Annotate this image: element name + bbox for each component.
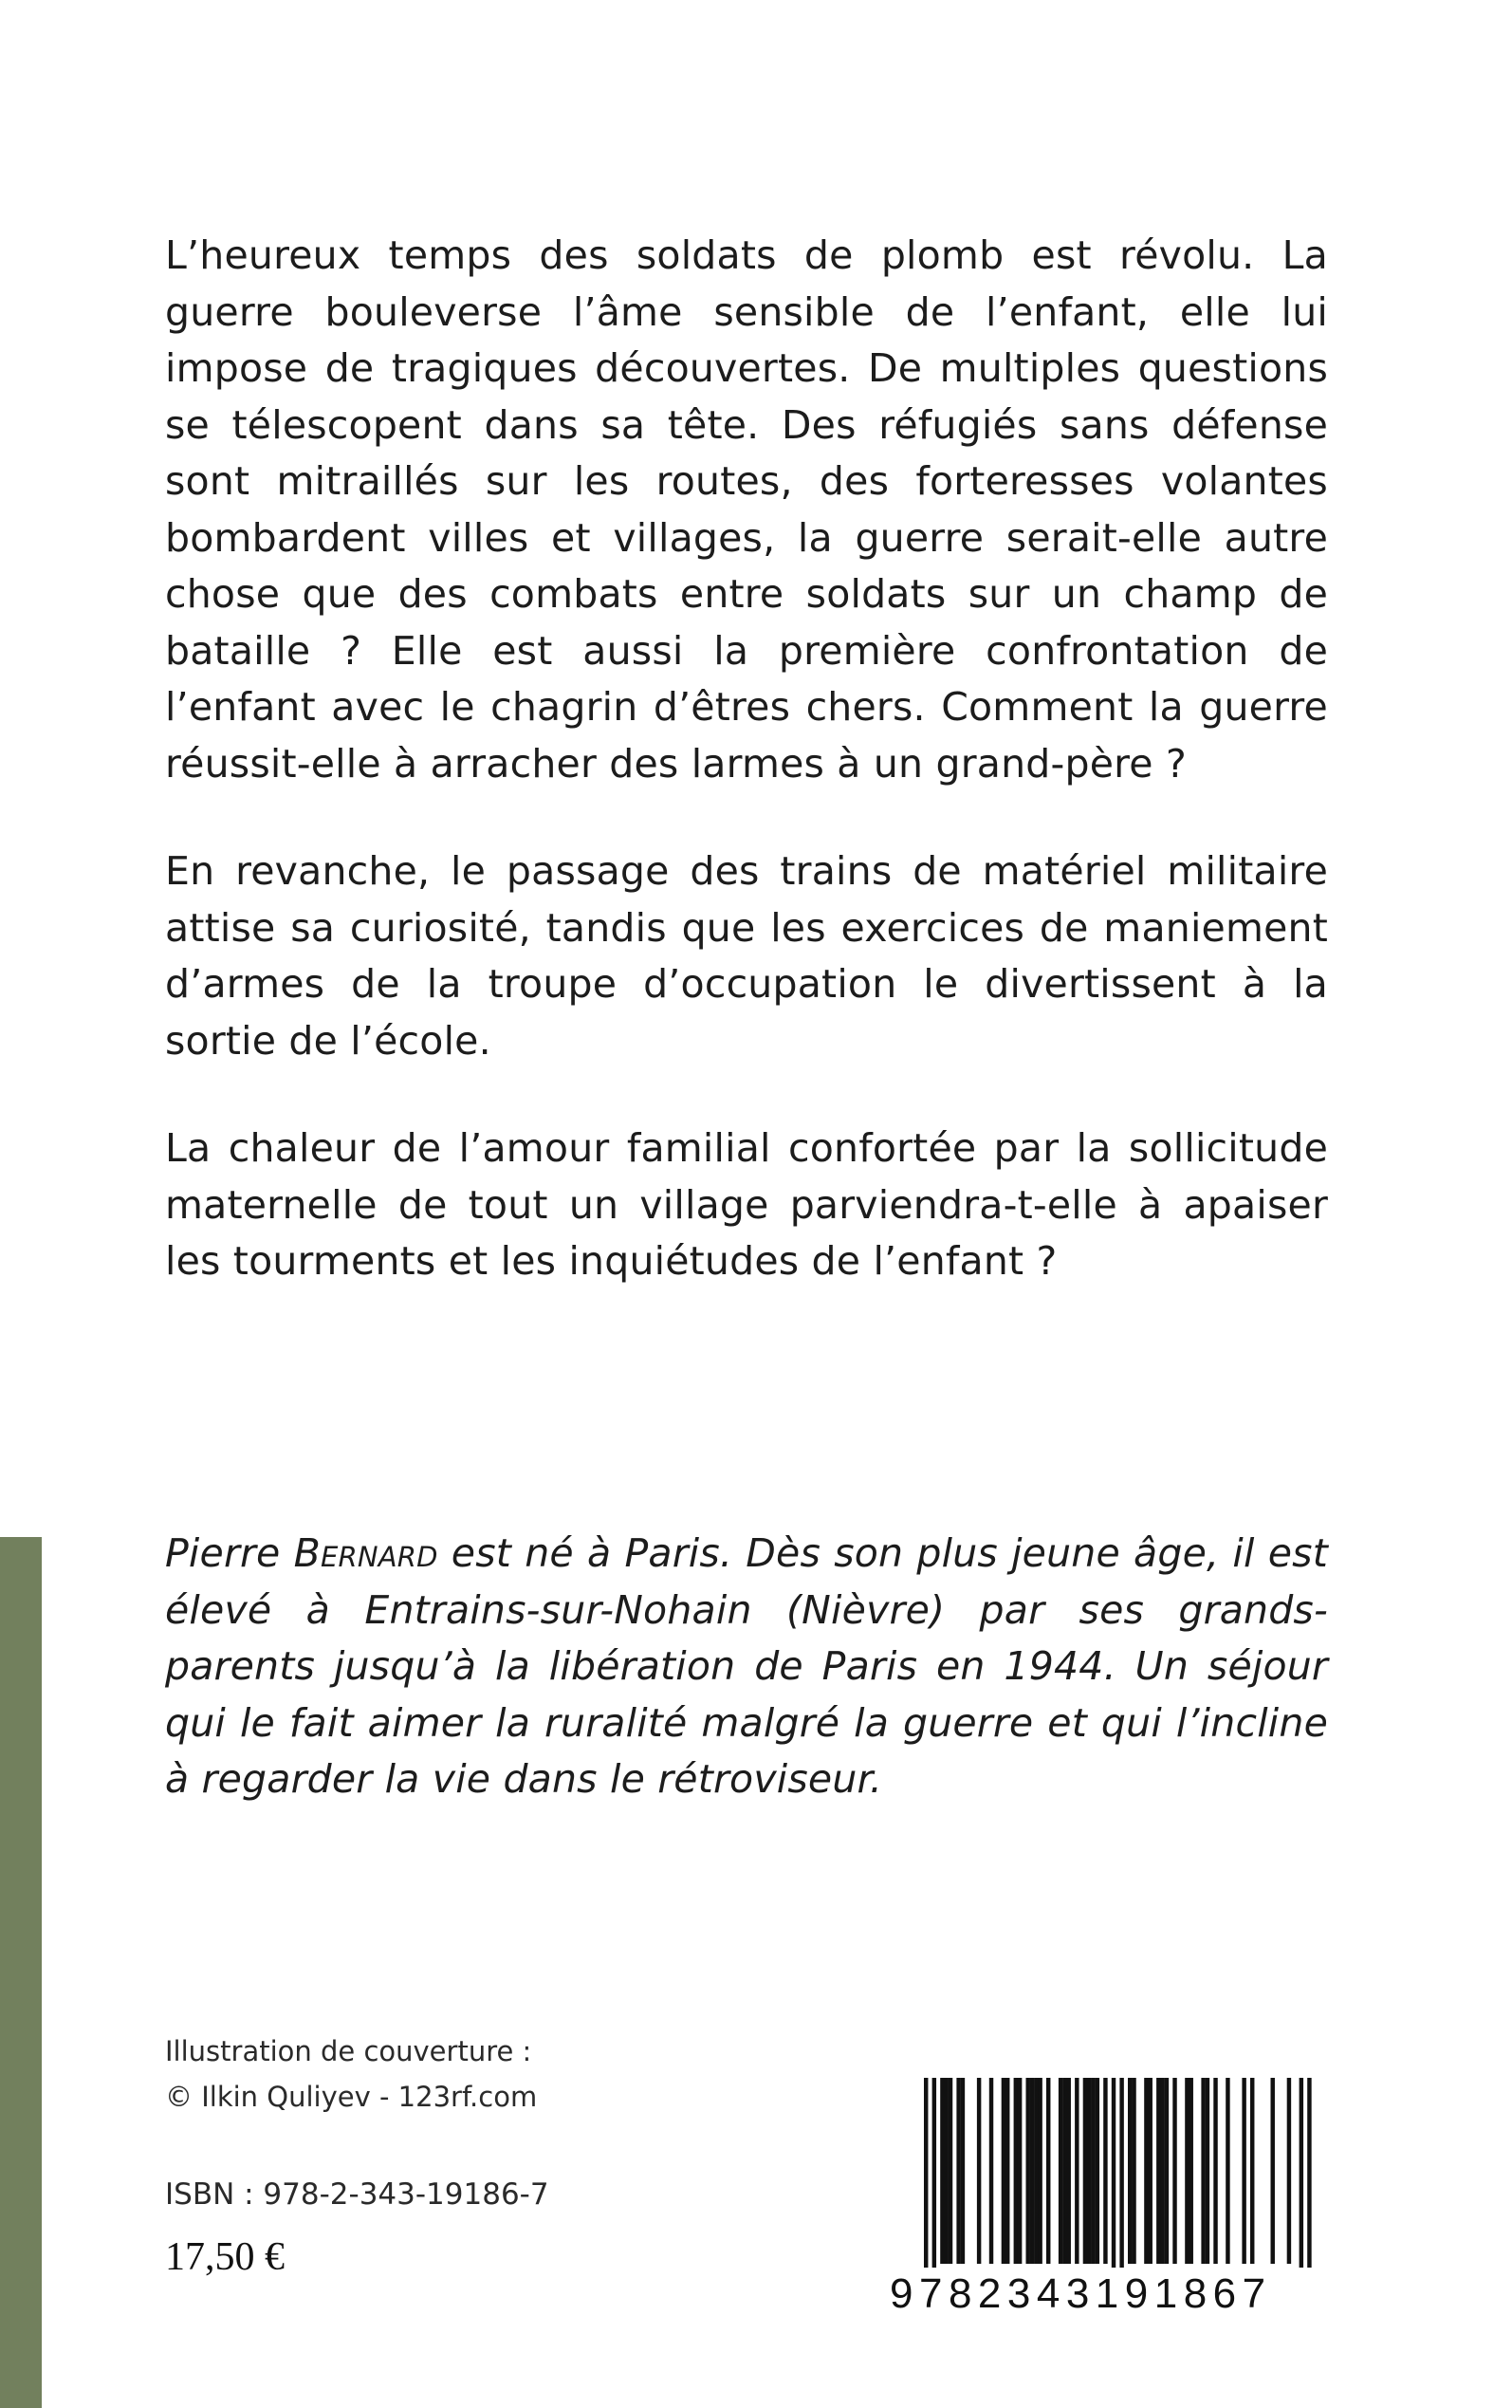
barcode-bar — [1156, 2078, 1160, 2264]
ean-barcode — [890, 2078, 1355, 2325]
barcode-bar — [1271, 2078, 1275, 2264]
barcode-bar — [932, 2078, 936, 2268]
barcode-bar — [1002, 2078, 1005, 2264]
barcode-digits: 9782343191867 — [890, 2270, 1272, 2317]
barcode-bar — [1026, 2078, 1030, 2264]
barcode-bar — [989, 2078, 993, 2264]
barcode-bar — [924, 2078, 928, 2268]
barcode-bar — [1128, 2078, 1132, 2264]
barcode-bar — [1034, 2078, 1038, 2264]
cover-illustration-credit — [165, 2028, 537, 2120]
barcode-bar — [1132, 2078, 1135, 2264]
barcode-bar — [1172, 2078, 1176, 2264]
barcode-bar — [1300, 2078, 1303, 2268]
barcode-bar — [1307, 2078, 1311, 2268]
barcode-bar — [945, 2078, 949, 2264]
barcode-bar — [1046, 2078, 1050, 2264]
barcode-bar — [977, 2078, 981, 2264]
barcode-bar — [949, 2078, 952, 2264]
barcode-bar — [1075, 2078, 1079, 2264]
isbn-number: ISBN : 978-2-343-19186-7 — [165, 2177, 549, 2212]
barcode-bar — [1030, 2078, 1034, 2264]
barcode-bar — [1103, 2078, 1107, 2264]
barcode-bar — [1059, 2078, 1062, 2264]
barcode-bar — [1226, 2078, 1229, 2264]
barcode-bar — [1144, 2078, 1148, 2264]
price: 17,50 € — [165, 2235, 285, 2279]
blurb-paragraph-2: En revanche, le passage des trains de matériel militaire attise sa curiosité, tandis que les exercices de maniement d’armes de la troupe d’occupation le divertissent à la sortie de l’école. — [165, 848, 1328, 1064]
barcode-bar — [1014, 2078, 1018, 2264]
barcode-bar — [1062, 2078, 1066, 2264]
illustration-credit: © Ilkin Quliyev - 123rf.com — [165, 2081, 538, 2113]
author-bio — [165, 1526, 1328, 1808]
barcode-bar — [1005, 2078, 1009, 2264]
barcode-bar — [1096, 2078, 1099, 2264]
barcode-bars-icon — [890, 2078, 1355, 2268]
barcode-bar — [1242, 2078, 1245, 2264]
spine-color-band — [0, 1537, 42, 2408]
barcode-bar — [1067, 2078, 1071, 2264]
barcode-bar — [1018, 2078, 1022, 2264]
barcode-bar — [1206, 2078, 1209, 2264]
illustration-label: Illustration de couverture : — [165, 2035, 532, 2067]
barcode-bar — [1201, 2078, 1205, 2264]
blurb-paragraph-1: L’heureux temps des soldats de plomb est révolu. La guerre bouleverse l’âme sensible de l’enfant, elle lui impose de tragiques découvertes. De multiples questions se télescopent dans sa tête. Des réfugiés sans défense sont mitraillés sur les routes, des forteresses volantes bombardent villes et villages, la guerre serait-elle autre chose que des combats entre soldats sur un champ de bataille ? Elle est aussi la première confrontation de l’enfant avec le chagrin d’êtres chers. Comment la guerre réussit-elle à arracher des larmes à un grand-père ? — [165, 232, 1328, 787]
barcode-bar — [1287, 2078, 1291, 2264]
author-bio-text: est né à Paris. Dès son plus jeune âge, il est élevé à Entrains-sur-Nohain (Nièvre) par ses grands-parents jusqu’à la libération de Paris en 1944. Un séjour qui le fait aimer la ruralité malgré la guerre et qui l’incline à regarder la vie dans le rétroviseur. — [165, 1530, 1328, 1802]
blurb-paragraph-3: La chaleur de l’amour familial confortée par la sollicitude maternelle de tout un village parviendra-t-elle à apaiser les tourments et les inquiétudes de l’enfant ? — [165, 1125, 1328, 1284]
barcode-bar — [1083, 2078, 1087, 2264]
barcode-bar — [1087, 2078, 1091, 2264]
barcode-bar — [1189, 2078, 1193, 2264]
barcode-bar — [961, 2078, 965, 2264]
barcode-bar — [1165, 2078, 1169, 2264]
barcode-bar — [1119, 2078, 1123, 2268]
barcode-bar — [1149, 2078, 1152, 2264]
barcode-bar — [1160, 2078, 1164, 2264]
barcode-bar — [1112, 2078, 1116, 2268]
barcode-bar — [1185, 2078, 1189, 2264]
barcode-bar — [1213, 2078, 1217, 2264]
barcode-bar — [940, 2078, 944, 2264]
barcode-bar — [1038, 2078, 1042, 2264]
barcode-bar — [1091, 2078, 1095, 2264]
barcode-bar — [956, 2078, 960, 2264]
author-first-name: Pierre — [165, 1530, 281, 1576]
barcode-bar — [1250, 2078, 1254, 2264]
author-last-name: Bernard — [293, 1530, 438, 1576]
back-cover-blurb — [165, 228, 1328, 1290]
